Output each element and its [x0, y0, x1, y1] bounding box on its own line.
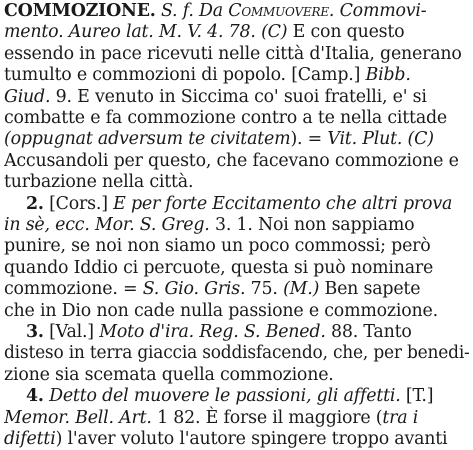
entry-text: Ben sapete	[319, 279, 421, 300]
entry-line	[4, 86, 427, 108]
entry-text: 1 82. È forse il maggiore (	[151, 407, 383, 428]
entry-text: Accusandoli per questo, che facevano commozione e	[4, 150, 459, 171]
entry-line	[4, 171, 193, 193]
entry-italic-text: Giud.	[4, 86, 51, 107]
entry-line	[4, 407, 418, 429]
entry-text: 75.	[245, 279, 284, 300]
entry-line	[4, 342, 470, 364]
entry-text: zione sia scemata quella commozione.	[4, 364, 334, 385]
entry-text: 3. 1. Noi non sappiamo	[209, 215, 415, 235]
entry-line	[4, 278, 420, 300]
entry-text: [T.]	[400, 386, 434, 407]
entry-italic-text: difetti	[4, 429, 56, 449]
entry-italic-text: E per forte Eccitamento che altri prova	[113, 193, 453, 214]
entry-italic-text: Bibb.	[365, 65, 411, 86]
entry-text: 88. Tanto	[325, 322, 412, 342]
entry-line	[4, 235, 431, 257]
entry-line	[4, 64, 411, 86]
entry-line	[26, 321, 412, 343]
entry-line	[4, 128, 434, 150]
entry-headword: COMMOZIONE.	[4, 1, 156, 21]
entry-italic-text: Memor. Bell. Art.	[4, 407, 152, 428]
entry-text: disteso in terra giaccia soddisfacendo, che, per benedi-	[4, 343, 470, 364]
entry-italic-text: (oppugnat adversum te civitatem	[4, 129, 291, 150]
entry-italic-text: in sè, ecc. Mor. S. Greg.	[4, 215, 210, 235]
entry-italic-text: Commovi-	[339, 1, 427, 21]
entry-italic-text: S. Gio. Gris.	[142, 279, 246, 300]
entry-text: quando Iddio ci percuote, questa si può nominare	[4, 257, 434, 278]
entry-italic-text: Commuovere	[228, 1, 329, 21]
entry-headword: 4.	[26, 386, 44, 407]
entry-text: [Cors.]	[43, 193, 114, 214]
entry-italic-text: Detto del muovere le passioni, gli affetti.	[49, 386, 401, 407]
entry-text: combatte e fa commozione contro a te nella cittade	[4, 108, 448, 128]
entry-line	[4, 21, 404, 43]
entry-italic-text: .	[328, 1, 340, 21]
entry-text: che in Dio non cade nulla passione e commozione.	[4, 300, 438, 321]
entry-text: punire, se noi non siamo un poco commossi; però	[4, 236, 431, 257]
entry-text: E con questo	[287, 22, 405, 43]
entry-line	[4, 43, 462, 65]
entry-line	[4, 428, 447, 450]
entry-text: turbazione nella città.	[4, 172, 194, 193]
entry-line	[4, 0, 426, 22]
entry-line	[26, 385, 433, 407]
entry-italic-text: Vit. Plut. (C)	[327, 129, 434, 150]
entry-text: tumulto e commozioni di popolo. [Camp.]	[4, 65, 366, 86]
entry-headword: 2.	[26, 193, 44, 214]
entry-line	[4, 300, 438, 322]
entry-line	[4, 150, 459, 172]
entry-line	[4, 364, 334, 386]
entry-text: essendo in pace ricevuti nelle città d'Italia, generano	[4, 43, 462, 64]
entry-text: ) l'aver voluto l'autore spingere troppo avanti	[55, 429, 448, 449]
entry-line	[4, 107, 447, 129]
entry-line	[26, 193, 452, 215]
entry-text: ). =	[290, 129, 328, 150]
entry-line	[4, 257, 433, 279]
entry-headword: 3.	[26, 322, 44, 342]
entry-text: 9. E venuto in Siccima co' suoi fratelli, e' si	[50, 86, 427, 107]
dictionary-entry	[4, 0, 470, 450]
entry-italic-text: mento. Aureo lat. M. V. 4. 78. (C)	[4, 22, 288, 43]
entry-italic-text: S. f. Da	[160, 1, 229, 21]
entry-text: commozione. =	[4, 279, 143, 300]
entry-italic-text: tra i	[382, 407, 419, 428]
entry-line	[4, 214, 414, 236]
entry-italic-text: Moto d'ira. Reg. S. Bened.	[99, 322, 326, 342]
entry-text: [Val.]	[43, 322, 100, 342]
entry-italic-text: (M.)	[283, 279, 320, 300]
